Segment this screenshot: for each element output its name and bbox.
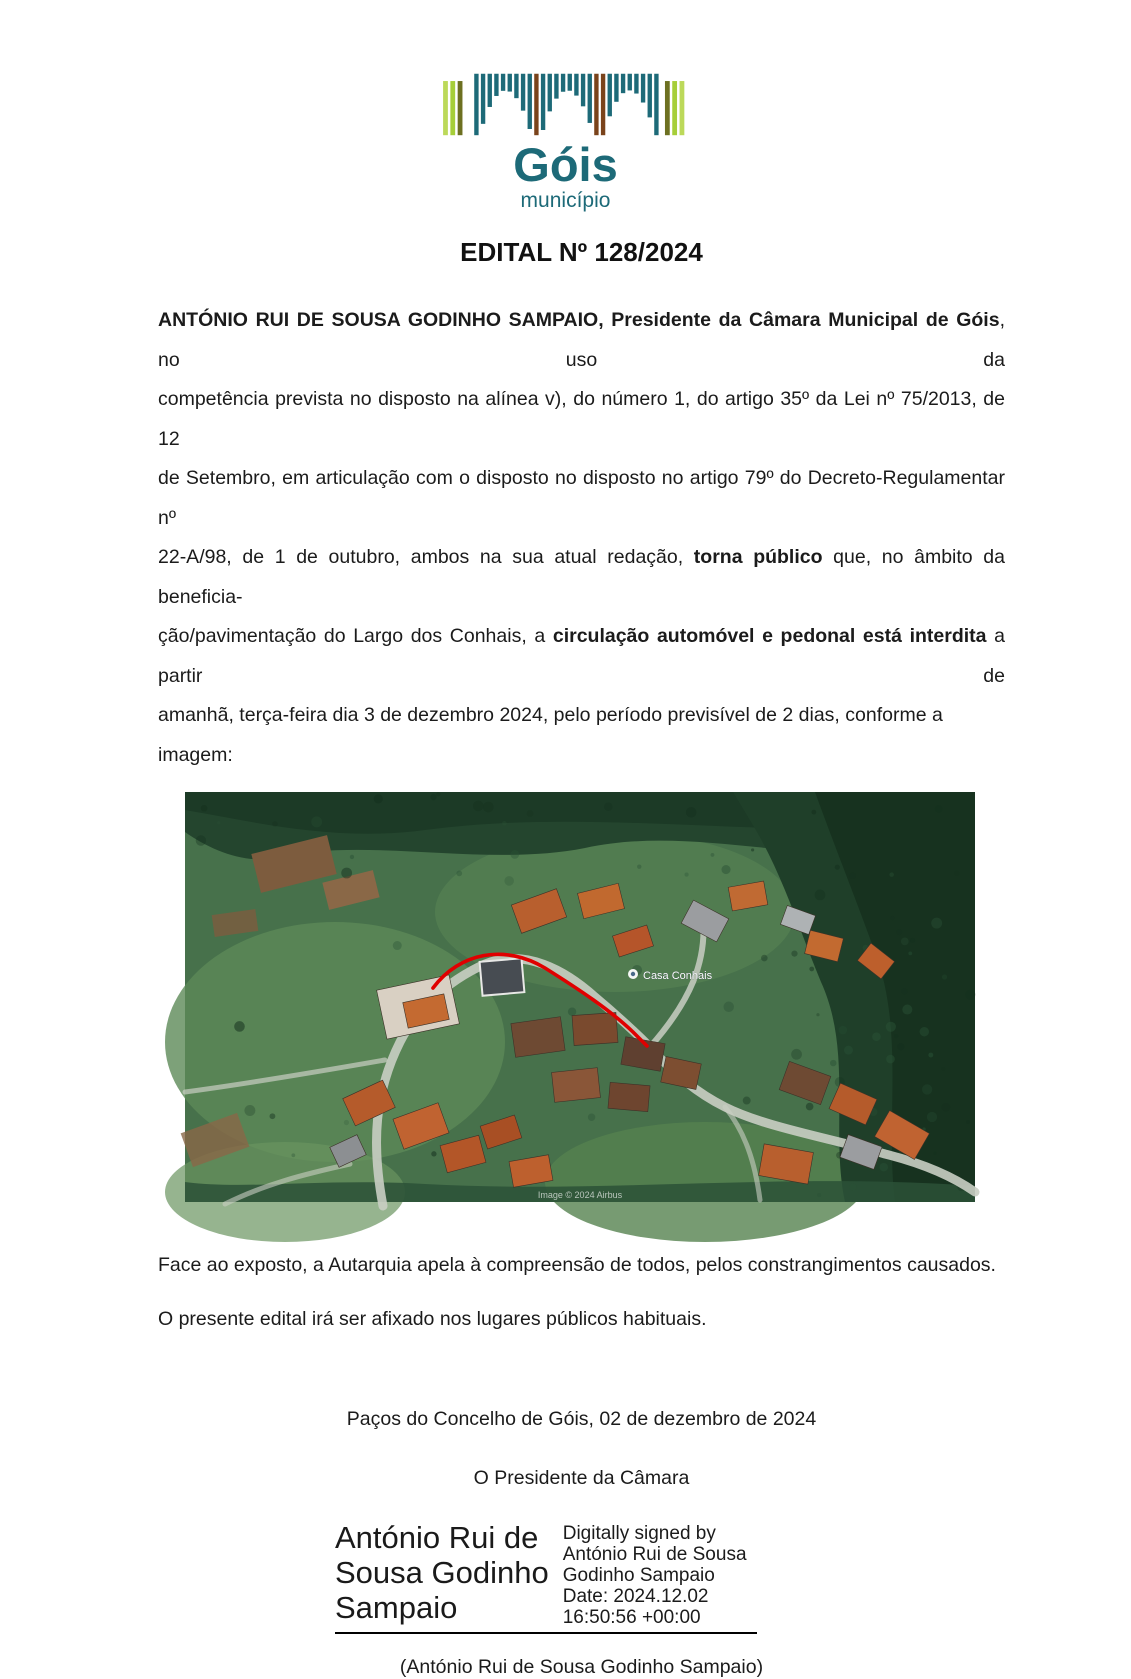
digital-signature-stamp <box>335 1520 775 1628</box>
municipal-logo <box>0 0 1131 211</box>
logo-municipality-name: Góis <box>513 138 618 191</box>
satellite-map <box>185 792 975 1202</box>
text-line: Sousa Godinho <box>335 1555 549 1590</box>
map-place-pin <box>628 969 638 979</box>
edict-body-line: competência prevista no disposto na alínea v), do número 1, do artigo 35º da Lei nº 75/2013, de 12 <box>158 388 1005 450</box>
map-place-label: Casa Conhais <box>643 970 713 982</box>
edict-body-line: de Setembro, em articulação com o disposto no disposto no artigo 79º do Decreto-Regulamentar nº <box>158 467 1005 529</box>
bridge-arches-icon <box>441 70 691 140</box>
president-line: O Presidente da Câmara <box>473 1467 690 1489</box>
edict-body-line: ANTÓNIO RUI DE SOUSA GODINHO SAMPAIO, Presidente da Câmara Municipal de Góis, no uso da <box>158 309 1005 371</box>
logo-bridge-bars <box>443 74 684 135</box>
logo-subtitle: município <box>520 189 611 212</box>
closing-paragraph-1: Face ao exposto, a Autarquia apela à compreensão de todos, pelos constrangimentos causados. <box>158 1254 996 1276</box>
edict-main-paragraph <box>158 301 1005 775</box>
text-line: Date: 2024.12.02 <box>562 1586 709 1607</box>
dateline: Paços do Concelho de Góis, 02 de dezembro de 2024 <box>346 1408 817 1430</box>
edict-body-line: 22-A/98, de 1 de outubro, ambos na sua atual redação, torna público que, no âmbito da beneficia- <box>158 546 1005 608</box>
aerial-image <box>185 792 975 1202</box>
text-line: Sampaio <box>335 1590 458 1625</box>
closing-paragraph-2: O presente edital irá ser afixado nos lugares públicos habituais. <box>158 1308 707 1330</box>
signature-rule <box>335 1632 757 1634</box>
text-line: 16:50:56 +00:00 <box>562 1607 701 1628</box>
text-line: Digitally signed by <box>562 1523 716 1544</box>
text-line: António Rui de <box>335 1520 539 1555</box>
text-line: António Rui de Sousa <box>562 1544 747 1565</box>
signatory-name-paren: (António Rui de Sousa Godinho Sampaio) <box>399 1656 764 1678</box>
text-line: Godinho Sampaio <box>562 1565 715 1586</box>
edict-body-line: ção/pavimentação do Largo dos Conhais, a circulação automóvel e pedonal está interdita a partir de <box>158 625 1005 687</box>
map-attribution: Image © 2024 Airbus <box>537 1190 623 1200</box>
signature-details <box>563 1520 747 1628</box>
signature-name <box>335 1520 549 1628</box>
edict-body-line: amanhã, terça-feira dia 3 de dezembro 2024, pelo período previsível de 2 dias, conforme a imagem: <box>158 704 943 766</box>
edict-title: EDITAL Nº 128/2024 <box>460 237 703 267</box>
